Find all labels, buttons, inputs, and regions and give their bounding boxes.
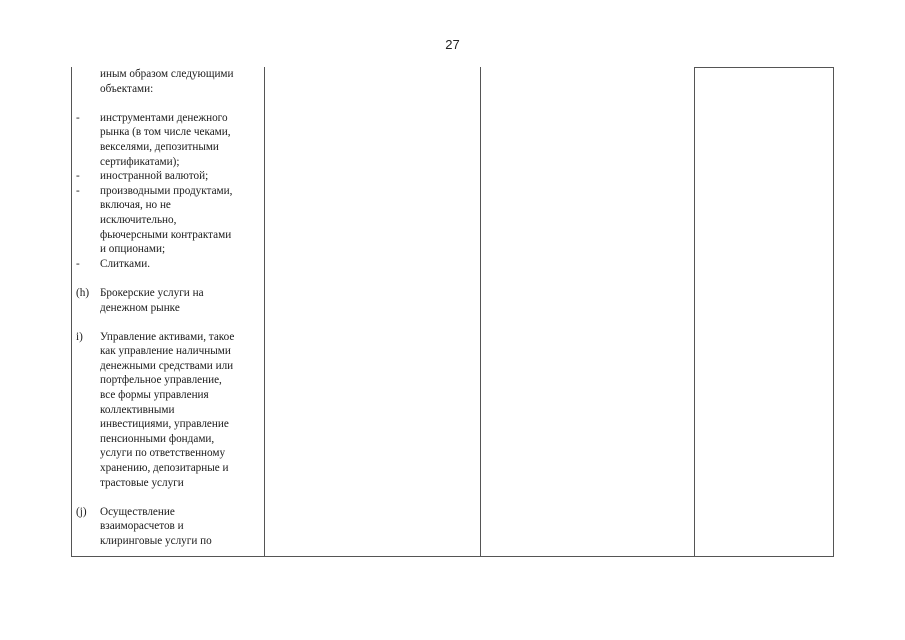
dash-item	[71, 184, 264, 257]
item-j-text: Осуществление взаиморасчетов и клиринговые услуги по	[100, 505, 212, 547]
column-divider-4	[833, 67, 834, 557]
intro-text: иным образом следующими объектами:	[100, 68, 234, 95]
item-i-marker: i)	[76, 330, 83, 343]
dash-item-text: иностранной валютой;	[100, 170, 209, 183]
page-number: 27	[445, 37, 460, 52]
dash-item	[71, 111, 264, 169]
item-h-marker: (h)	[76, 286, 90, 299]
item-j-marker: (j)	[76, 505, 87, 518]
dash-item	[71, 257, 264, 272]
dash-item	[71, 169, 264, 184]
dash-item-text: Слитками.	[100, 257, 151, 270]
table-cell-column-1	[71, 67, 264, 549]
list-item-h	[71, 286, 264, 315]
dash-marker: -	[76, 184, 80, 197]
column-divider-2	[480, 67, 481, 557]
column-divider-3	[694, 67, 695, 557]
item-i-text: Управление активами, такое как управление наличными денежными средствами или портфельное управление, все формы управления коллективными инвестициями, управление пенсионными фондами, услуги по ответственному хранению, депозитарные и трастовые услуги	[100, 330, 235, 489]
dash-item-text: инструментами денежного рынка (в том числе чеками, векселями, депозитными сертификатами);	[100, 111, 231, 168]
list-item-j	[71, 505, 264, 549]
column-4-top-border	[694, 67, 833, 68]
dash-item-text: производными продуктами, включая, но не исключительно, фьючерсными контрактами и опционами;	[100, 184, 233, 256]
dash-marker: -	[76, 257, 80, 270]
item-h-text: Брокерские услуги на денежном рынке	[100, 286, 204, 314]
column-divider-1	[264, 67, 265, 557]
dash-marker: -	[76, 170, 80, 183]
dash-marker: -	[76, 111, 80, 124]
intro-paragraph	[71, 67, 264, 96]
list-item-i	[71, 330, 264, 491]
